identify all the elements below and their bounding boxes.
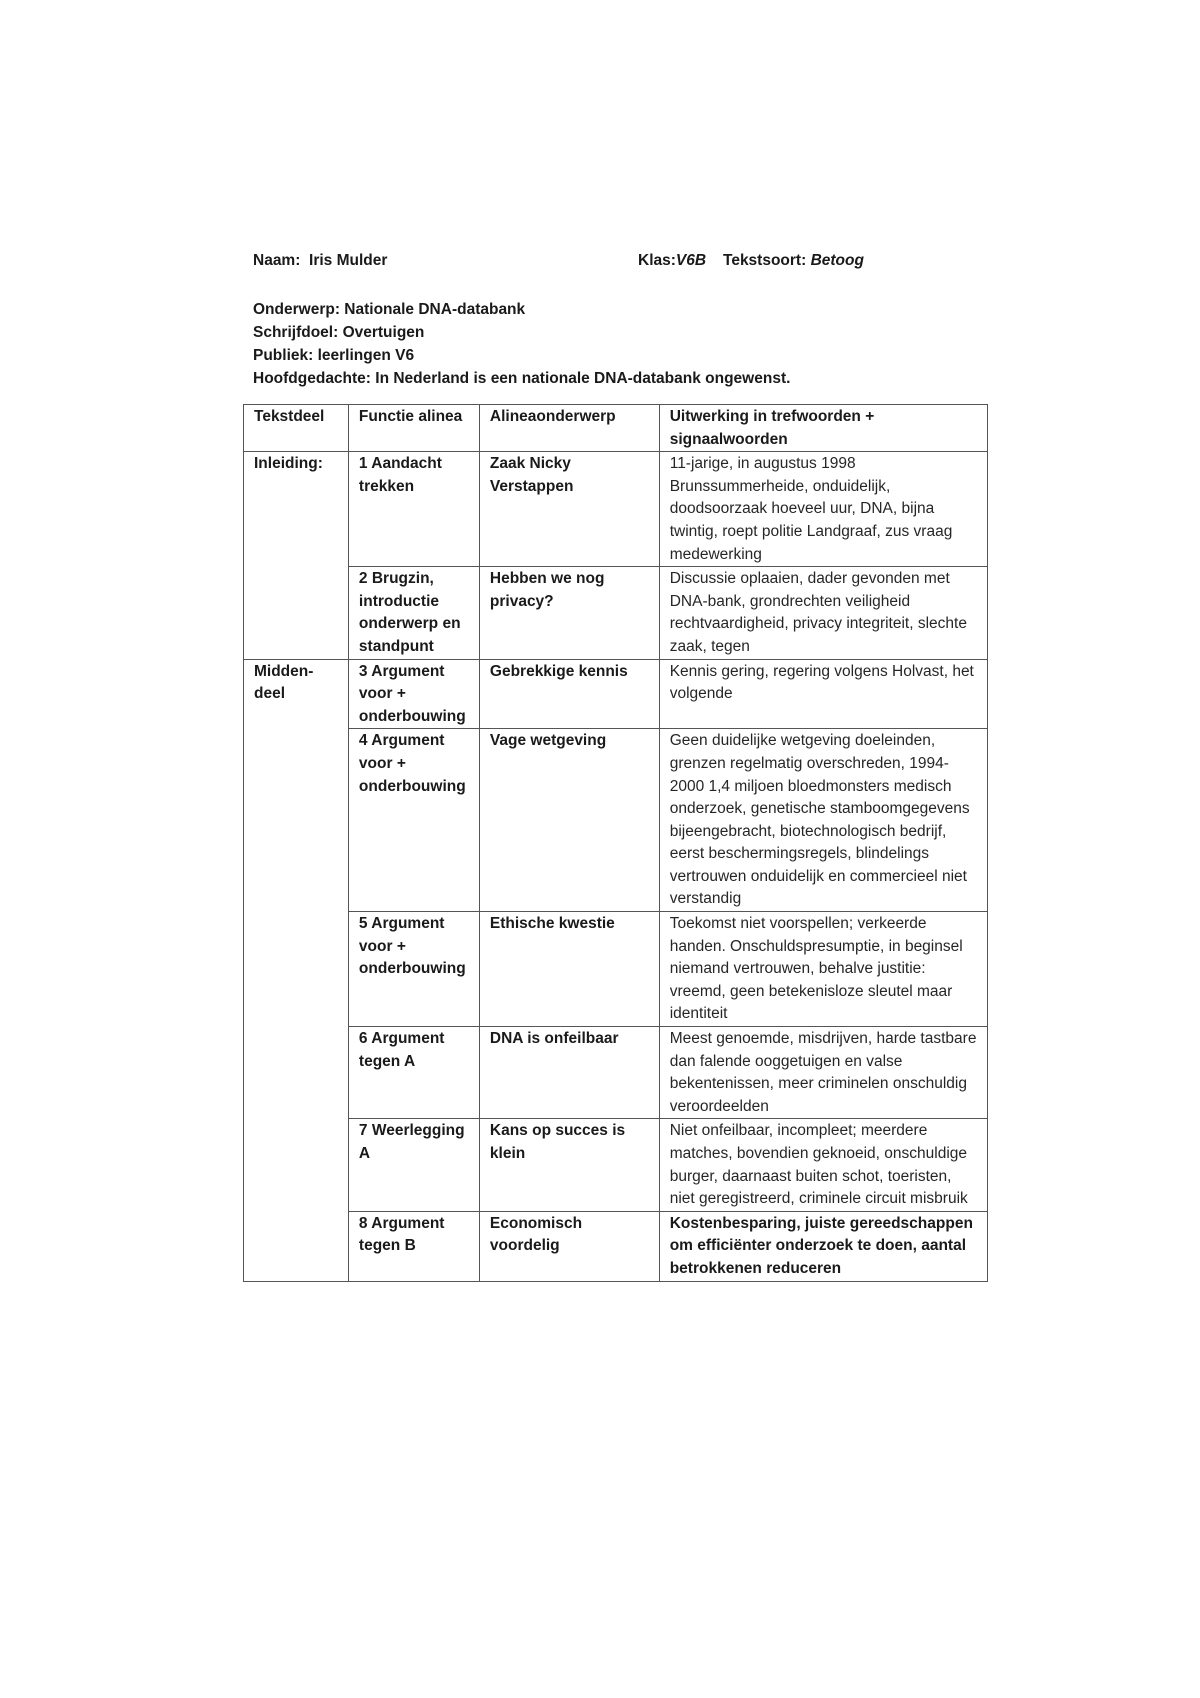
meta-block [253,298,1013,390]
row-uitwerking: Niet onfeilbaar, incompleet; meerdere matches, bovendien geknoeid, onschuldige burger, daarnaast buiten schot, toeristen, niet geregistreerd, criminele circuit misbruik [659,1119,987,1211]
bouwplan-table [243,404,988,1282]
row-functie: 5 Argument voor + onderbouwing [348,912,479,1027]
tekstsoort-value: Betoog [810,252,864,269]
onderwerp-line: Onderwerp: Nationale DNA-databank [253,301,526,318]
table-row [244,452,988,567]
row-uitwerking: Meest genoemde, misdrijven, harde tastbare dan falende ooggetuigen en valse bekentenissen, meer criminelen onschuldig veroordeelden [659,1027,987,1119]
row-functie: 7 Weerlegging A [348,1119,479,1211]
header-onderwerp: Alineaonderwerp [479,405,659,452]
row-onderwerp: Vage wetgeving [479,729,659,912]
row-functie: 6 Argument tegen A [348,1027,479,1119]
row-uitwerking: Kostenbesparing, juiste gereedschappen om efficiënter onderzoek te doen, aantal betrokkenen reduceren [659,1211,987,1281]
klas-value: V6B [675,252,707,269]
header-uitwerking: Uitwerking in trefwoorden + signaalwoorden [659,405,987,452]
row-functie: 2 Brugzin, introductie onderwerp en standpunt [348,567,479,659]
hoofdgedachte-line: Hoofdgedachte: In Nederland is een nationale DNA-databank ongewenst. [253,370,791,387]
klas [638,252,706,270]
row-functie: 4 Argument voor + onderbouwing [348,729,479,912]
publiek-line: Publiek: leerlingen V6 [253,347,415,364]
table-row [244,567,988,659]
naam-value: Iris Mulder [309,252,388,269]
header-tekstdeel: Tekstdeel [244,405,349,452]
row-uitwerking: 11-jarige, in augustus 1998 Brunssummerheide, onduidelijk, doodsoorzaak hoeveel uur, DNA, bijna twintig, roept politie Landgraaf, zus vraag medewerking [659,452,987,567]
row-onderwerp: Gebrekkige kennis [479,659,659,729]
section-inleiding: Inleiding: [244,452,349,659]
table-row [244,659,988,729]
row-uitwerking: Toekomst niet voorspellen; verkeerde handen. Onschuldspresumptie, in beginsel niemand vertrouwen, behalve justitie: vreemd, geen betekenisloze sleutel maar identiteit [659,912,987,1027]
table-row [244,729,988,912]
row-onderwerp: DNA is onfeilbaar [479,1027,659,1119]
tekstsoort-label: Tekstsoort: [723,252,807,269]
header-functie: Functie alinea [348,405,479,452]
table-row [244,1027,988,1119]
row-uitwerking: Kennis gering, regering volgens Holvast, het volgende [659,659,987,729]
row-uitwerking: Discussie oplaaien, dader gevonden met DNA-bank, grondrechten veiligheid rechtvaardigheid, privacy integriteit, slechte zaak, tegen [659,567,987,659]
row-onderwerp: Hebben we nog privacy? [479,567,659,659]
row-onderwerp: Economisch voordelig [479,1211,659,1281]
klas-label: Klas: [638,252,676,269]
schrijfdoel-line: Schrijfdoel: Overtuigen [253,324,425,341]
table-row [244,1119,988,1211]
naam [253,252,387,270]
row-functie: 1 Aandacht trekken [348,452,479,567]
row-functie: 8 Argument tegen B [348,1211,479,1281]
section-middendeel: Midden-deel [244,659,349,1281]
row-onderwerp: Kans op succes is klein [479,1119,659,1211]
table-row [244,912,988,1027]
row-onderwerp: Zaak Nicky Verstappen [479,452,659,567]
naam-label: Naam: [253,252,301,269]
table-header-row [244,405,988,452]
header-row [253,252,953,278]
row-uitwerking: Geen duidelijke wetgeving doeleinden, grenzen regelmatig overschreden, 1994-2000 1,4 miljoen bloedmonsters medisch onderzoek, genetische stamboomgegevens bijeengebracht, biotechnologisch bedrijf, eerst beschermingsregels, blindelings vertrouwen onduidelijk en commercieel niet verstandig [659,729,987,912]
tekstsoort [723,252,864,270]
row-functie: 3 Argument voor + onderbouwing [348,659,479,729]
table-row [244,1211,988,1281]
row-onderwerp: Ethische kwestie [479,912,659,1027]
